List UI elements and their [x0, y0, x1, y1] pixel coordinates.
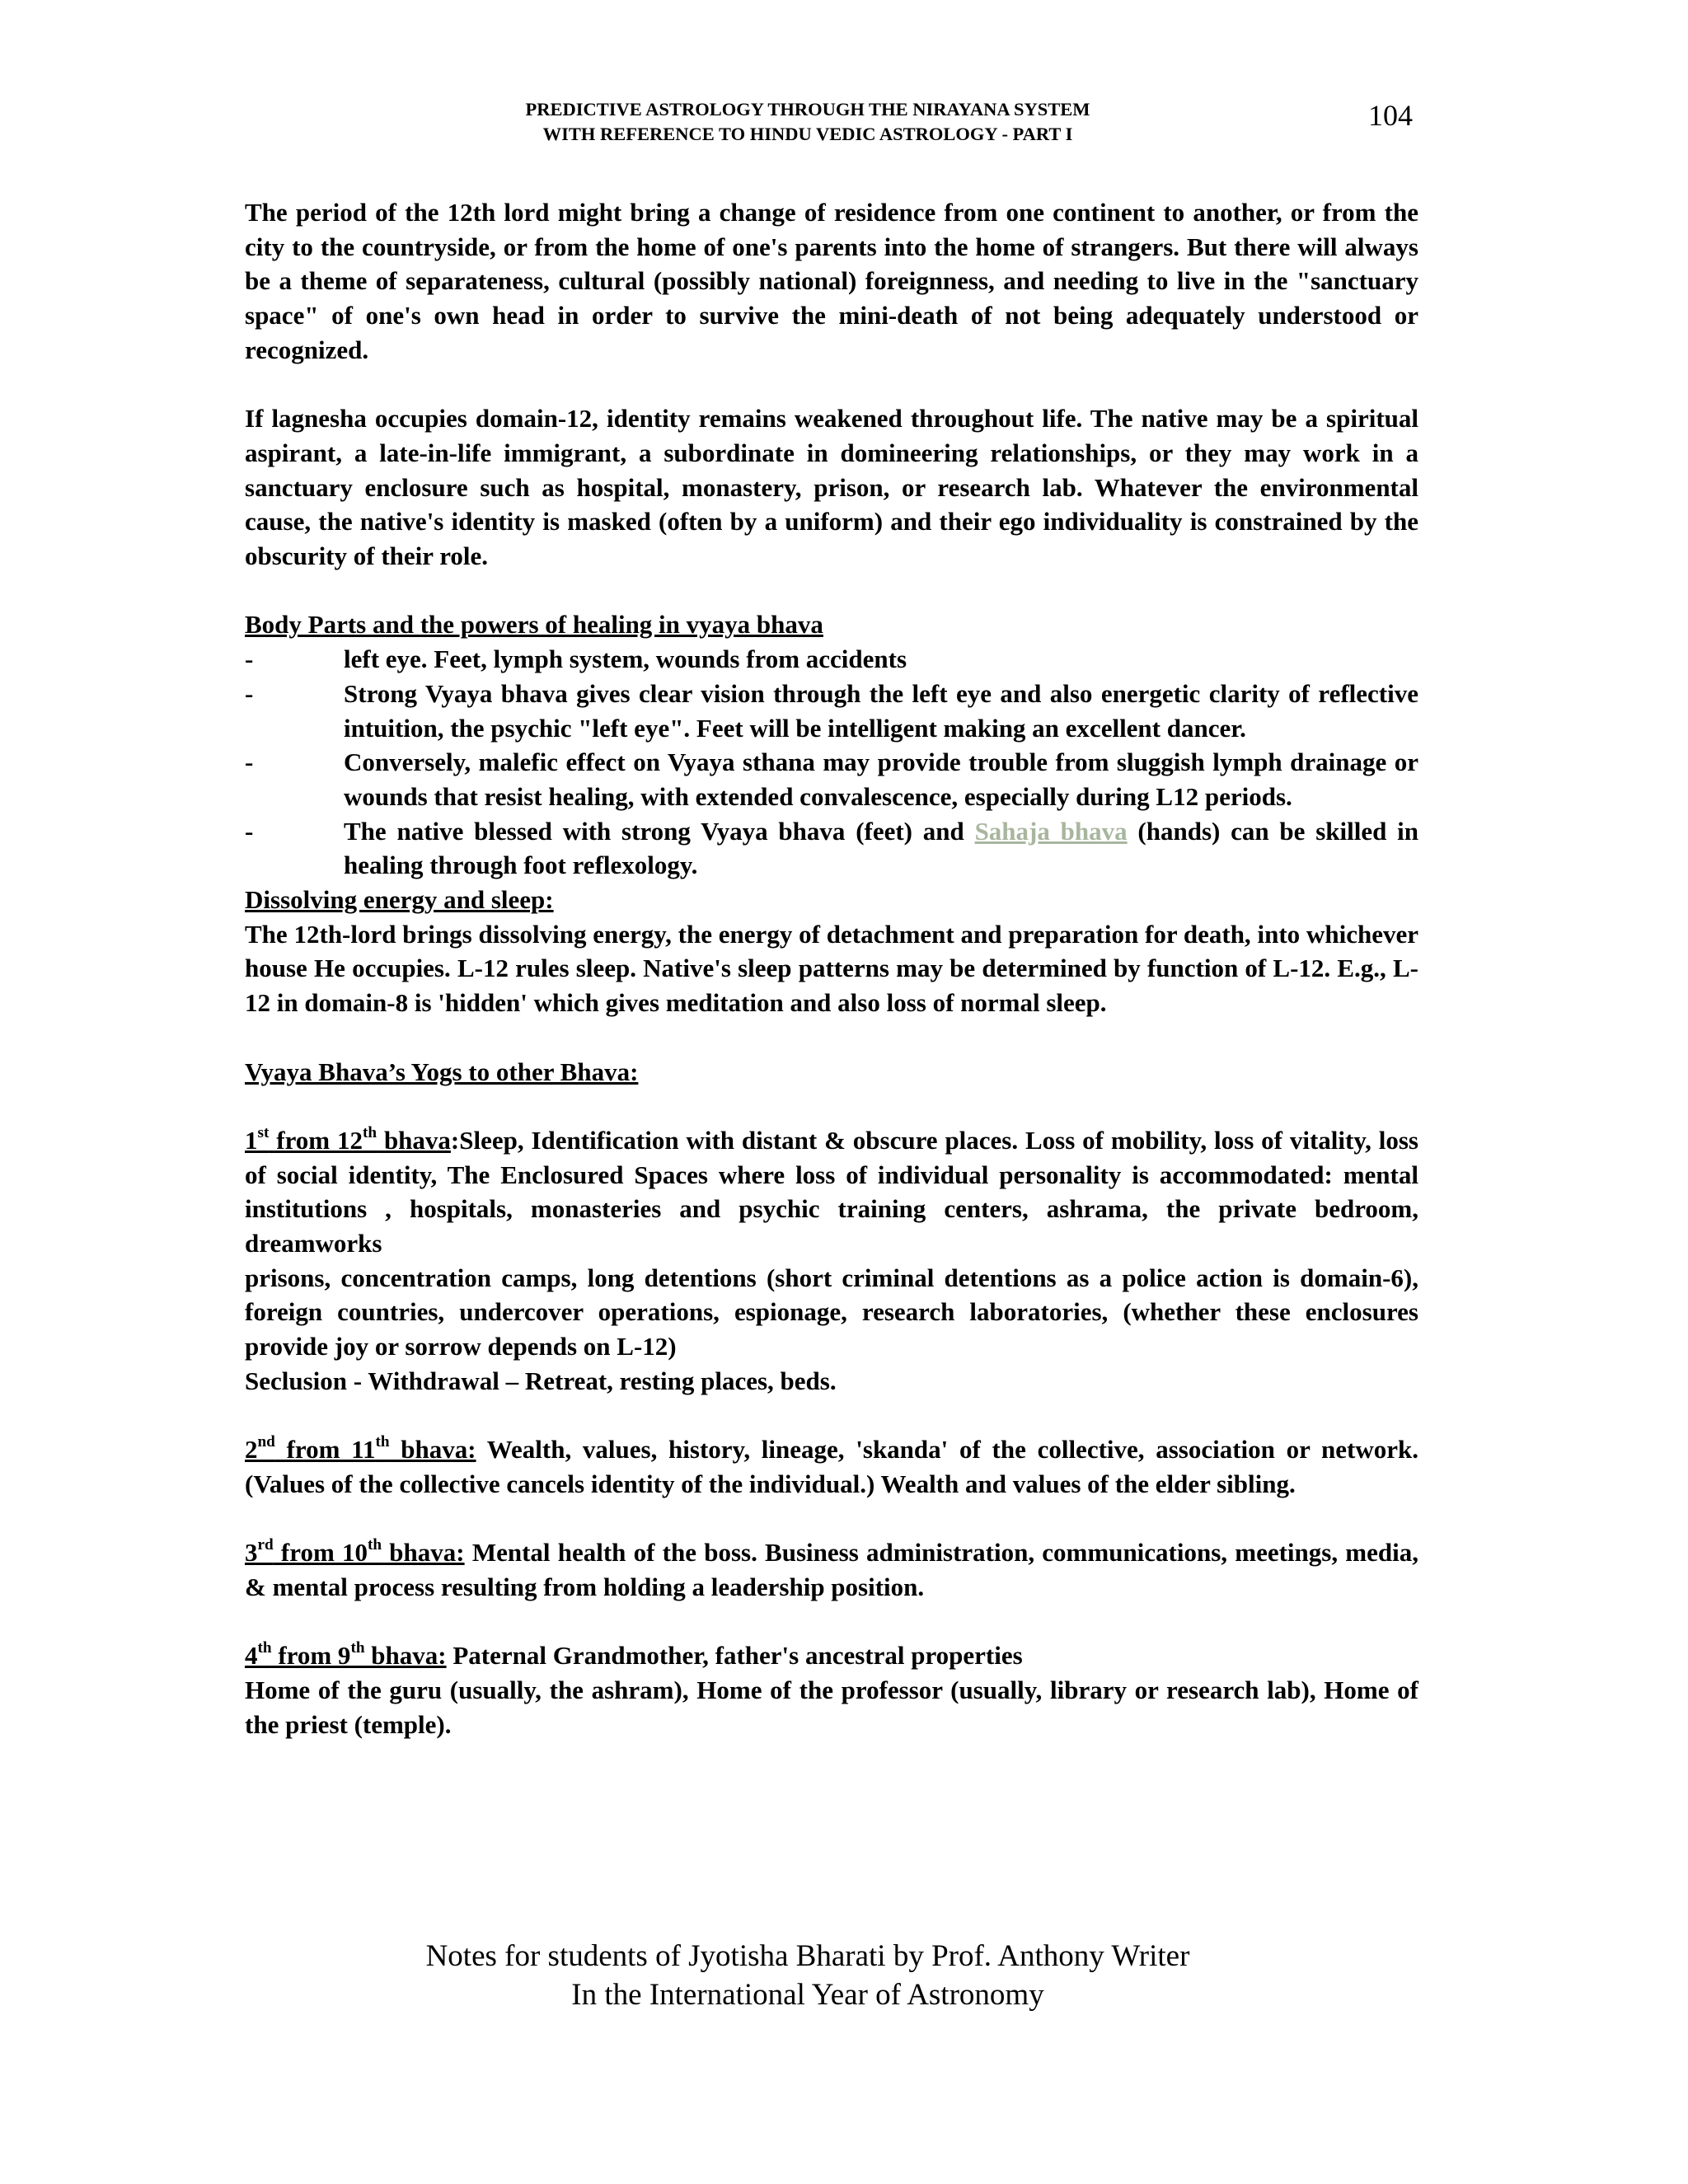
yogs-heading: Vyaya Bhava’s Yogs to other Bhava:: [245, 1057, 639, 1086]
yog-label: 3rd from 10th bhava:: [245, 1536, 465, 1568]
yog-1-continued: prisons, concentration camps, long detentions (short criminal detentions as a police action is domain-6), foreign countries, undercover operations, espionage, research laboratories, (whether these enclosures provide joy or sorrow depends on L-12): [245, 1263, 1418, 1361]
dash-bullet: -: [245, 644, 254, 674]
page-number: 104: [1368, 99, 1413, 132]
list-item-text: Strong Vyaya bhava gives clear vision through the left eye and also energetic clarity of reflective intuition, the psychic "left eye". Feet will be intelligent making an excellent dancer.: [344, 678, 1418, 743]
running-header: [412, 97, 1203, 147]
list-item: [245, 642, 1418, 677]
yog-4-continued: Home of the guru (usually, the ashram), Home of the professor (usually, library or research lab), Home of the priest (temple).: [245, 1675, 1418, 1739]
paragraph-dissolving: The 12th-lord brings dissolving energy, the energy of detachment and preparation for death, into whichever house He occupies. L-12 rules sleep. Native's sleep patterns may be determined by function of L-12. E.g., L-12 in domain-8 is 'hidden' which gives meditation and also loss of normal sleep.: [245, 919, 1418, 1018]
yog-4th-from-9th: [245, 1638, 1418, 1673]
dissolving-heading: Dissolving energy and sleep:: [245, 885, 554, 915]
dash-bullet: -: [245, 748, 254, 777]
dash-bullet: -: [245, 816, 254, 846]
yog-label: 1st from 12th bhava: [245, 1123, 451, 1155]
body-parts-heading: Body Parts and the powers of healing in vyaya bhava: [245, 610, 823, 640]
dash-bullet: -: [245, 678, 254, 708]
yog-text: Mental health of the boss. Business administration, communications, meetings, media, & mental process resulting from holding a leadership position.: [245, 1538, 1418, 1602]
yog-1st-from-12th: [245, 1123, 1418, 1261]
list-item: [245, 814, 1418, 883]
sahaja-bhava-link[interactable]: Sahaja bhava: [974, 816, 1128, 846]
list-item-text: left eye. Feet, lymph system, wounds from accidents: [344, 644, 907, 674]
paragraph-lagnesha: If lagnesha occupies domain-12, identity remains weakened throughout life. The native may be a spiritual aspirant, a late-in-life immigrant, a subordinate in domineering relationships, or they may work in a sanctuary enclosure such as hospital, monastery, prison, or research lab. Whatever the environmental cause, the native's identity is masked (often by a uniform) and their ego individuality is constrained by the obscurity of their role.: [245, 404, 1418, 571]
footer: [247, 1937, 1368, 2014]
header-line-1: PREDICTIVE ASTROLOGY THROUGH THE NIRAYANA SYSTEM: [525, 99, 1090, 120]
list-item-text: The native blessed with strong Vyaya bhava (feet) and: [344, 816, 975, 846]
yog-1-seclusion: Seclusion - Withdrawal – Retreat, resting places, beds.: [245, 1366, 837, 1395]
list-item-text: Conversely, malefic effect on Vyaya sthana may provide trouble from sluggish lymph drainage or wounds that resist healing, with extended convalescence, especially during L12 periods.: [344, 748, 1418, 811]
yog-text: Wealth, values, history, lineage, 'skanda' of the collective, association or network. (Values of the collective cancels identity of the individual.) Wealth and values of the elder sibling.: [245, 1435, 1419, 1498]
yog-text: :Sleep, Identification with distant & obscure places. Loss of mobility, loss of vitality, loss of social identity, The Enclosured Spaces where loss of individual personality is accommodated: mental institutions , hospitals, monasteries and psychic training centers, ashrama, the private bedroom, dreamworks: [245, 1125, 1418, 1258]
yog-3rd-from-10th: [245, 1535, 1418, 1604]
list-item: [245, 677, 1418, 745]
yog-text: Paternal Grandmother, father's ancestral properties: [446, 1641, 1023, 1671]
footer-line-1: Notes for students of Jyotisha Bharati by Prof. Anthony Writer: [425, 1939, 1190, 1973]
list-item: [245, 745, 1418, 813]
paragraph-12th-lord-period: The period of the 12th lord might bring a change of residence from one continent to another, or from the city to the countryside, or from the home of one's parents into the home of strangers. But there will always be a theme of separateness, cultural (possibly national) foreignness, and needing to live in the "sanctuary space" of one's own head in order to survive the mini-death of not being adequately understood or recognized.: [245, 198, 1418, 364]
yog-label: 4th from 9th bhava:: [245, 1639, 447, 1671]
page-content: [245, 195, 1418, 1742]
yog-2nd-from-11th: [245, 1432, 1418, 1501]
footer-line-2: In the International Year of Astronomy: [571, 1978, 1044, 2012]
header-line-2: WITH REFERENCE TO HINDU VEDIC ASTROLOGY - PART I: [542, 124, 1073, 144]
list-item-text: (hands) can be skilled in healing through foot reflexology.: [344, 816, 1418, 880]
yog-label: 2nd from 11th bhava:: [245, 1433, 476, 1465]
